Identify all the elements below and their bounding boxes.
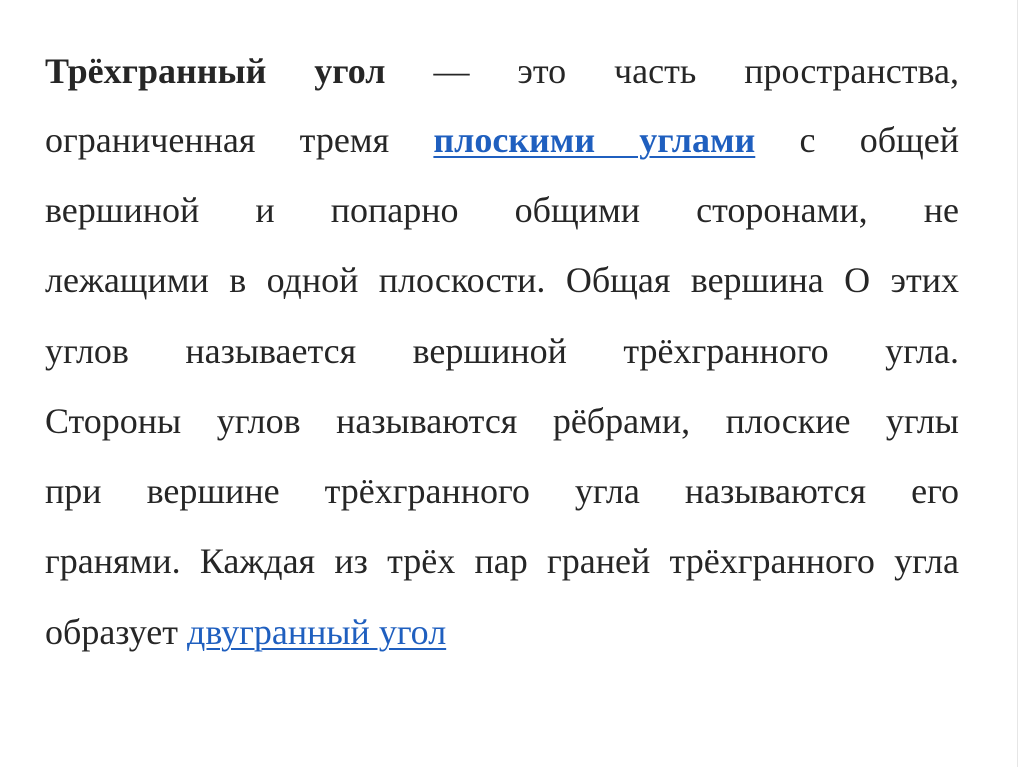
paragraph-line-2 — [45, 117, 959, 163]
text-segment: образует — [45, 612, 187, 652]
dihedral-angle-link[interactable]: двугранный угол — [187, 612, 447, 652]
paragraph-line-4: лежащими в одной плоскости. Общая вершина О этих — [45, 260, 959, 300]
paragraph-line-3: вершиной и попарно общими сторонами, не — [45, 190, 959, 230]
text-segment: с общей — [755, 120, 960, 160]
plane-angles-link[interactable]: плоскими углами — [433, 120, 756, 160]
paragraph-line-9 — [45, 609, 959, 655]
paragraph-line-7: при вершине трёхгранного угла называются его — [45, 471, 959, 511]
paragraph-line-6: Стороны углов называются рёбрами, плоские углы — [45, 401, 959, 441]
paragraph-line-5: углов называется вершиной трёхгранного угла. — [45, 331, 959, 371]
paragraph-line-8: гранями. Каждая из трёх пар граней трёхгранного угла — [45, 541, 959, 581]
slide-edge — [1017, 0, 1018, 767]
text-segment: ограниченная тремя — [45, 120, 434, 160]
paragraph-line-1 — [45, 48, 959, 94]
term-heading: Трёхгранный угол — [45, 51, 386, 91]
definition-start: — это часть пространства, — [385, 51, 959, 91]
